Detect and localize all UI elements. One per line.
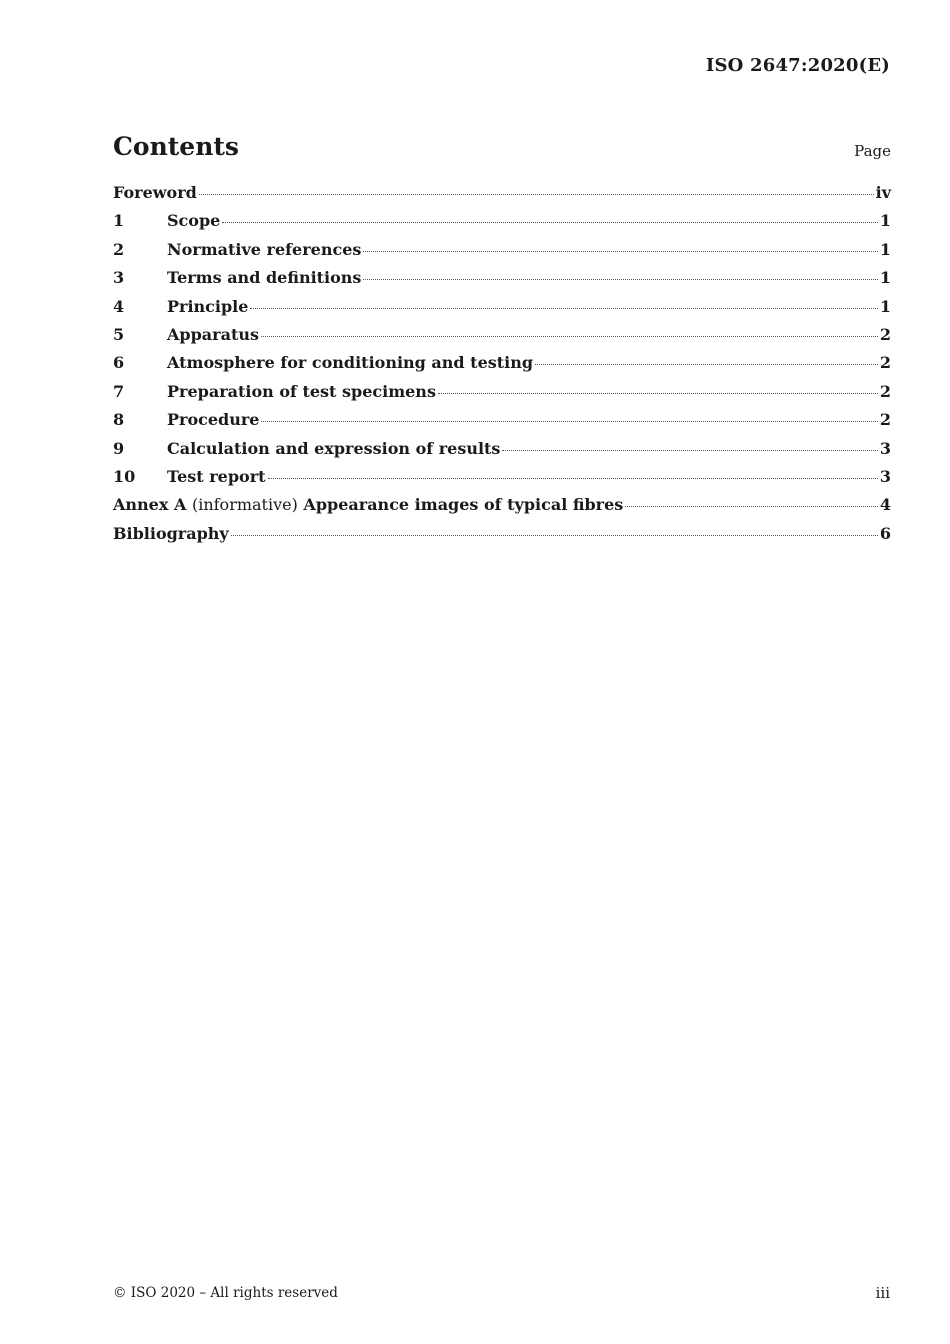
toc-entry-label: Terms and definitions: [167, 268, 362, 288]
toc-entry-number: 2: [113, 239, 125, 259]
toc-entry-title: [113, 524, 229, 543]
dot-leader: [250, 308, 877, 309]
dot-leader: [438, 393, 878, 394]
toc-entry-page: 2: [879, 353, 891, 373]
toc-entry[interactable]: [113, 211, 891, 239]
toc-entry-number: 3: [113, 268, 125, 288]
dot-leader: [625, 506, 878, 507]
dot-leader: [222, 222, 878, 223]
toc-entry[interactable]: [113, 268, 891, 296]
toc-entry[interactable]: [113, 240, 891, 268]
toc-entry-number: 1: [113, 211, 125, 231]
toc-entry-title: [167, 325, 259, 344]
toc-entry-page: 4: [879, 495, 891, 515]
toc-entry[interactable]: [113, 524, 891, 552]
toc-entry[interactable]: [113, 439, 891, 467]
toc-entry[interactable]: [113, 467, 891, 495]
toc-entry-label: Appearance images of typical fibres: [303, 495, 624, 515]
dot-leader: [268, 478, 878, 479]
toc-entry[interactable]: [113, 325, 891, 353]
toc-entry-title: [167, 382, 436, 401]
toc-entry[interactable]: [113, 382, 891, 410]
toc-entry-label: Normative references: [167, 239, 362, 259]
toc-entry-number: 10: [113, 466, 136, 486]
toc-entry[interactable]: [113, 297, 891, 325]
toc-entry-label: Apparatus: [167, 324, 259, 344]
toc-entry-label: Procedure: [167, 410, 260, 430]
document-id: ISO 2647:2020(E): [705, 55, 890, 76]
toc-entry-title: [167, 467, 266, 486]
toc-entry-title: [167, 353, 533, 372]
toc-entry-title: [113, 183, 197, 202]
dot-leader: [261, 336, 878, 337]
dot-leader: [261, 421, 877, 422]
toc-entry-label: Principle: [167, 296, 249, 316]
contents-header: [113, 132, 891, 164]
toc-entry-page: iv: [875, 183, 891, 202]
dot-leader: [199, 194, 874, 195]
toc-entry[interactable]: [113, 183, 891, 211]
toc-entry-number: 9: [113, 438, 125, 458]
toc-entry-title: [167, 410, 259, 429]
toc-entry-title: [167, 268, 361, 287]
toc-entry-page: 1: [879, 211, 891, 231]
toc-entry-number: 5: [113, 324, 125, 344]
toc-entry[interactable]: [113, 410, 891, 438]
toc-entry-page: 1: [879, 268, 891, 288]
toc-entry-page: 6: [879, 523, 891, 543]
toc-entry-prefix: Foreword: [113, 183, 197, 202]
toc-entry-label: Calculation and expression of results: [167, 438, 501, 458]
toc-entry-title: [167, 211, 220, 230]
toc-entry-label: Test report: [167, 466, 266, 486]
toc-entry-title: [167, 240, 361, 259]
toc-entry-label: Atmosphere for conditioning and testing: [167, 353, 534, 373]
toc-entry-title: [167, 439, 500, 458]
toc-entry-label: Preparation of test specimens: [167, 381, 436, 401]
toc-entry-page: 1: [879, 239, 891, 259]
toc-entry[interactable]: [113, 353, 891, 381]
toc-entry-prefix: Annex A: [113, 495, 187, 515]
toc-entry-number: 8: [113, 410, 125, 430]
toc-entry-page: 2: [879, 381, 891, 401]
toc-entry-number: 4: [113, 296, 125, 316]
dot-leader: [363, 251, 877, 252]
toc-entry-prefix: Bibliography: [113, 523, 229, 543]
toc-entry-qualifier: (informative): [191, 495, 298, 515]
page-column-label: Page: [854, 142, 891, 160]
page-number: iii: [875, 1284, 890, 1302]
toc-entry-page: 2: [879, 410, 891, 430]
toc-entry-number: 6: [113, 353, 125, 373]
table-of-contents: [113, 183, 891, 552]
contents-title: Contents: [113, 132, 240, 161]
dot-leader: [535, 364, 878, 365]
toc-entry-page: 1: [879, 296, 891, 316]
toc-entry[interactable]: [113, 495, 891, 523]
dot-leader: [231, 535, 878, 536]
toc-entry-page: 3: [879, 466, 891, 486]
dot-leader: [363, 279, 877, 280]
toc-entry-page: 3: [879, 438, 891, 458]
toc-entry-number: 7: [113, 381, 125, 401]
toc-entry-title: [113, 495, 623, 514]
toc-entry-page: 2: [879, 324, 891, 344]
copyright-notice: © ISO 2020 – All rights reserved: [113, 1285, 338, 1301]
dot-leader: [502, 450, 877, 451]
toc-entry-title: [167, 297, 248, 316]
toc-entry-label: Scope: [167, 211, 221, 231]
